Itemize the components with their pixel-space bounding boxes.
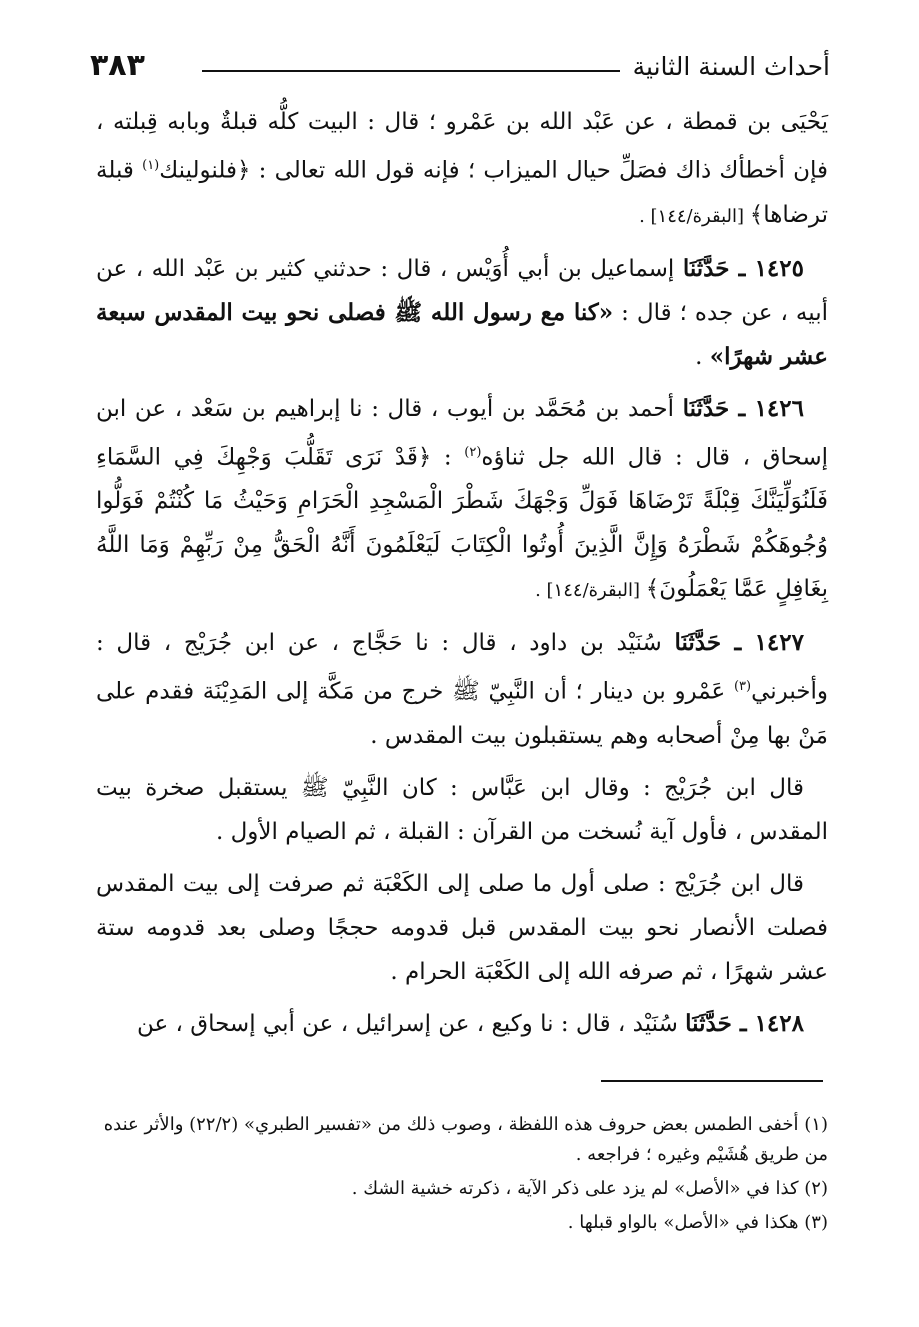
text-span: إسماعيل بن أبي أُوَيْس ، قال : حدثني كثير بن عَبْد الله ، عن أبيه ، عن جده ؛ قال : — [96, 255, 828, 326]
hadith-text-bold: «كنا مع رسول الله ﷺ فصلى نحو بيت المقدس سبعة عشر شهرًا» — [96, 298, 828, 370]
hadith-number: ١٤٢٨ ـ — [731, 1009, 804, 1037]
main-text — [96, 100, 828, 1054]
footnote-separator — [601, 1080, 823, 1082]
narration-keyword: حَدَّثَنَا — [674, 629, 722, 657]
text-span: سُنَيْد ، قال : نا وكيع ، عن إسرائيل ، عن أبي إسحاق ، عن — [136, 1010, 686, 1037]
hadith-number: ١٤٢٧ ـ — [721, 629, 804, 657]
hadith-1425 — [96, 247, 828, 379]
verse-reference: [البقرة/١٤٤] . — [639, 205, 750, 227]
narration-keyword: حَدَّثَنَا — [685, 1009, 732, 1037]
running-title: أحداث السنة الثانية — [632, 52, 830, 81]
text-span: . — [695, 343, 710, 370]
footnote-3: (٣) هكذا في «الأصل» بالواو قبلها . — [567, 1212, 828, 1233]
footnote-marker: (١) — [142, 158, 160, 173]
hadith-1428 — [96, 1002, 828, 1046]
text-span: عَمْرو بن دينار ؛ أن النَّبِيّ ﷺ خرج من مَكَّة إلى المَدِيْنَة فقدم على مَنْ بها مِنْ أصحابه وهم يستقبلون بيت المقدس . — [96, 678, 828, 749]
hadith-number: ١٤٢٦ ـ — [729, 394, 804, 422]
text-span: سُنَيْد بن داود ، قال : نا حَجَّاج ، عن ابن جُرَيْج ، قال : وأخبرني — [96, 630, 828, 705]
footnote-marker: (٣) — [733, 679, 752, 695]
quran-verse: : ﴿قَدْ نَرَى تَقَلُّبَ وَجْهِكَ فِي السَّمَاءِ فَلَنُوَلِّيَنَّكَ قِبْلَةً تَرْضَاهَا فَوَلِّ وَجْهَكَ شَطْرَ الْمَسْجِدِ الْحَرَامِ وَحَيْثُ مَا كُنْتُمْ فَوَلُّوا وُجُوهَكُمْ شَطْرَهُ وَإِنَّ الَّذِينَ أُوتُوا الْكِتَابَ لَيَعْلَمُونَ أَنَّهُ الْحَقُّ مِنْ رَبِّهِمْ وَمَا اللَّهُ بِغَافِلٍ عَمَّا يَعْمَلُونَ﴾ — [96, 444, 828, 603]
footnote-marker: (٢) — [464, 444, 482, 460]
paragraph — [96, 100, 828, 239]
narration-keyword: حَدَّثَنَا — [682, 394, 730, 422]
hadith-1426 — [96, 387, 828, 614]
footnote-2: (٢) كذا في «الأصل» لم يزد على ذكر الآية ، ذكرته خشية الشك . — [351, 1178, 828, 1199]
paragraph: قال ابن جُرَيْج : وقال ابن عَبَّاس : كان النَّبِيّ ﷺ يستقبل صخرة بيت المقدس ، فأول آية نُسخت من القرآن : القبلة ، ثم الصيام الأول . — [96, 774, 828, 845]
hadith-1427 — [96, 621, 828, 758]
footnotes — [96, 1110, 828, 1242]
page-number: ٣٨٣ — [90, 48, 145, 83]
footnote-1: (١) أخفى الطمس بعض حروف هذه اللفظة ، وصوب ذلك من «تفسير الطبري» (٢٢/٢) والأثر عنده من طريق هُشَيْم وغيره ؛ فراجعه . — [103, 1114, 828, 1165]
hadith-number: ١٤٢٥ ـ — [729, 254, 804, 282]
paragraph: قال ابن جُرَيْج : صلى أول ما صلى إلى الكَعْبَة ثم صرفت إلى بيت المقدس فصلت الأنصار نحو بيت المقدس قبل قدومه حججًا وصلى بعد قدومه ستة عشر شهرًا ، ثم صرفه الله إلى الكَعْبَة الحرام . — [96, 870, 828, 985]
text-span: أحمد بن مُحَمَّد بن أيوب ، قال : نا إبراهيم بن سَعْد ، عن ابن إسحاق ، قال : قال الله جل ثناؤه — [96, 395, 829, 471]
narration-keyword: حَدَّثَنَا — [682, 254, 730, 282]
page-header — [90, 40, 830, 92]
quran-span: قبلة ترضاها﴾ — [96, 157, 828, 228]
verse-reference: [البقرة/١٤٤] . — [535, 580, 646, 602]
text-span: يَحْيَى بن قمطة ، عن عَبْد الله بن عَمْرو ؛ قال : البيت كلُّه قبلةٌ وبابه قِبلته ، فإن أخطأك ذاك فصَلِّ حيال الميزاب ؛ فإنه قول الله تعالى : ﴿فلنولينك — [96, 109, 828, 184]
header-rule — [202, 70, 620, 72]
